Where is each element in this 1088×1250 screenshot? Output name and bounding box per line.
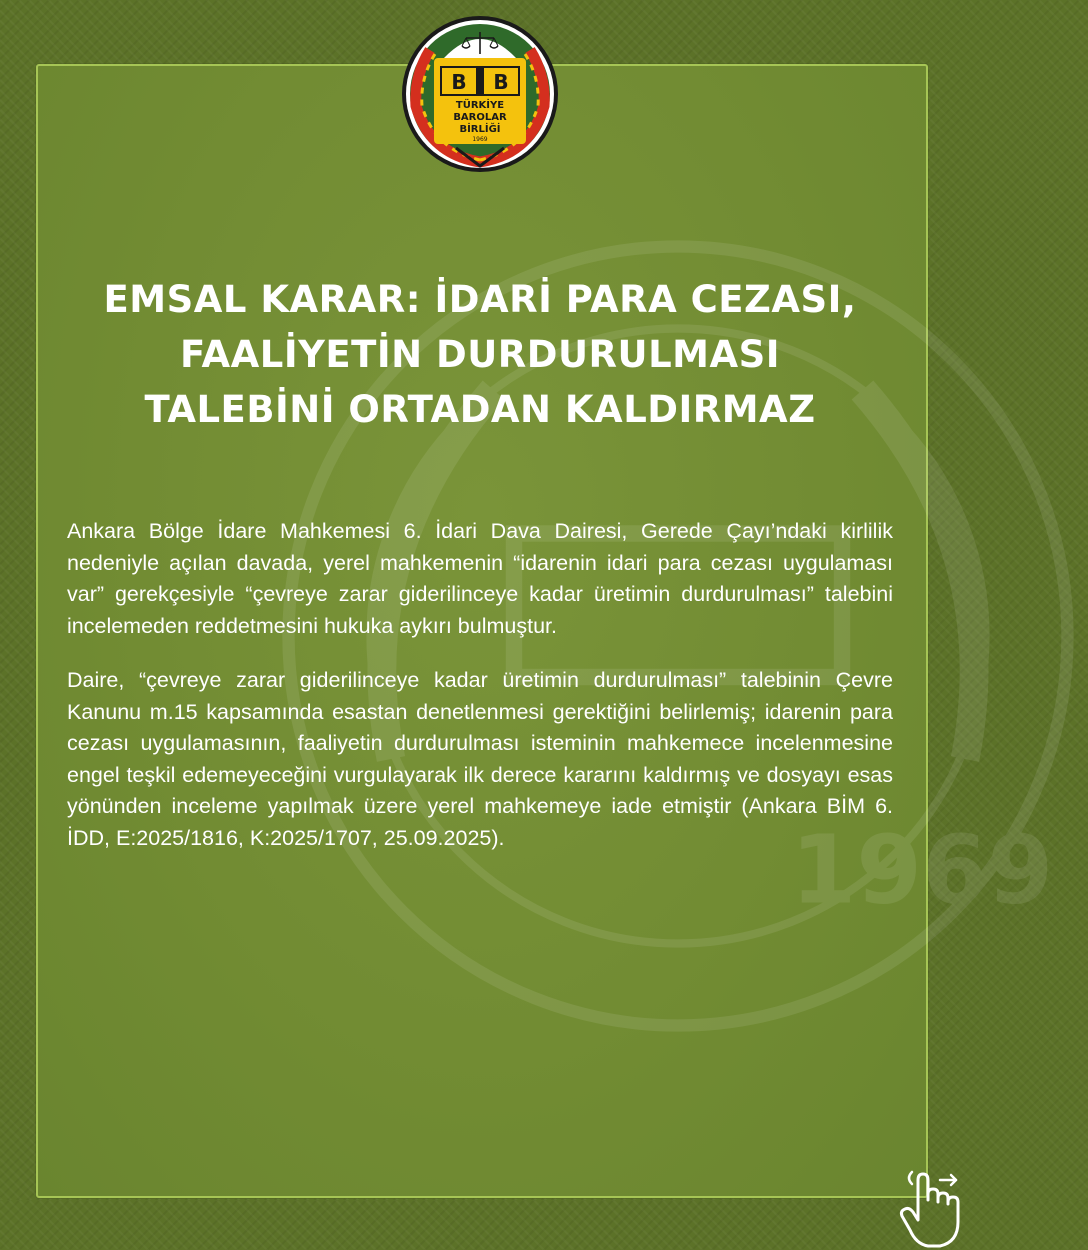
watermark-year: 1969: [790, 815, 1054, 926]
bar-association-logo: [400, 14, 560, 174]
paragraph-2: Daire, “çevreye zarar giderilinceye kadar üretimin durdurulması” talebinin Çevre Kanunu m.15 kapsamında esastan denetlenmesi gerektiğini belirlemiş; idarenin para cezası uygulamasının, faaliyetin durdurulması isteminin mahkemece incelenmesine engel teşkil edemeyeceğini vurgulayarak ilk derece kararını kaldırmış ve dosyayı esas yönünden inceleme yapılmak üzere yerel mahkemeye iade etmiştir (Ankara BİM 6. İDD, E:2025/1816, K:2025/1707, 25.09.2025).: [67, 668, 893, 850]
logo-year: 1969: [472, 136, 488, 143]
title-line-2: FAALİYETİN DURDURULMASI: [179, 333, 781, 376]
logo-monogram-left: B: [451, 70, 467, 94]
article-body: [67, 516, 893, 877]
logo-line-1: TÜRKİYE: [455, 100, 505, 111]
paragraph-1: Ankara Bölge İdare Mahkemesi 6. İdari Dava Dairesi, Gerede Çayı’ndaki kirlilik nedeniyle açılan davada, yerel mahkemenin “idarenin idari para cezası uygulaması var” gerekçesiyle “çevreye zarar giderilinceye kadar üretimin durdurulması” talebini incelemeden reddetmesini hukuka aykırı bulmuştur.: [67, 519, 893, 638]
title-line-1: EMSAL KARAR: İDARİ PARA CEZASI,: [103, 278, 857, 321]
page-title: [40, 272, 920, 437]
logo-line-2: BAROLAR: [453, 112, 507, 123]
title-line-3: TALEBİNİ ORTADAN KALDIRMAZ: [144, 388, 816, 431]
swipe-hand-icon[interactable]: [896, 1170, 962, 1250]
logo-monogram-right: B: [493, 70, 509, 94]
logo-line-3: BİRLİĞİ: [459, 124, 501, 135]
